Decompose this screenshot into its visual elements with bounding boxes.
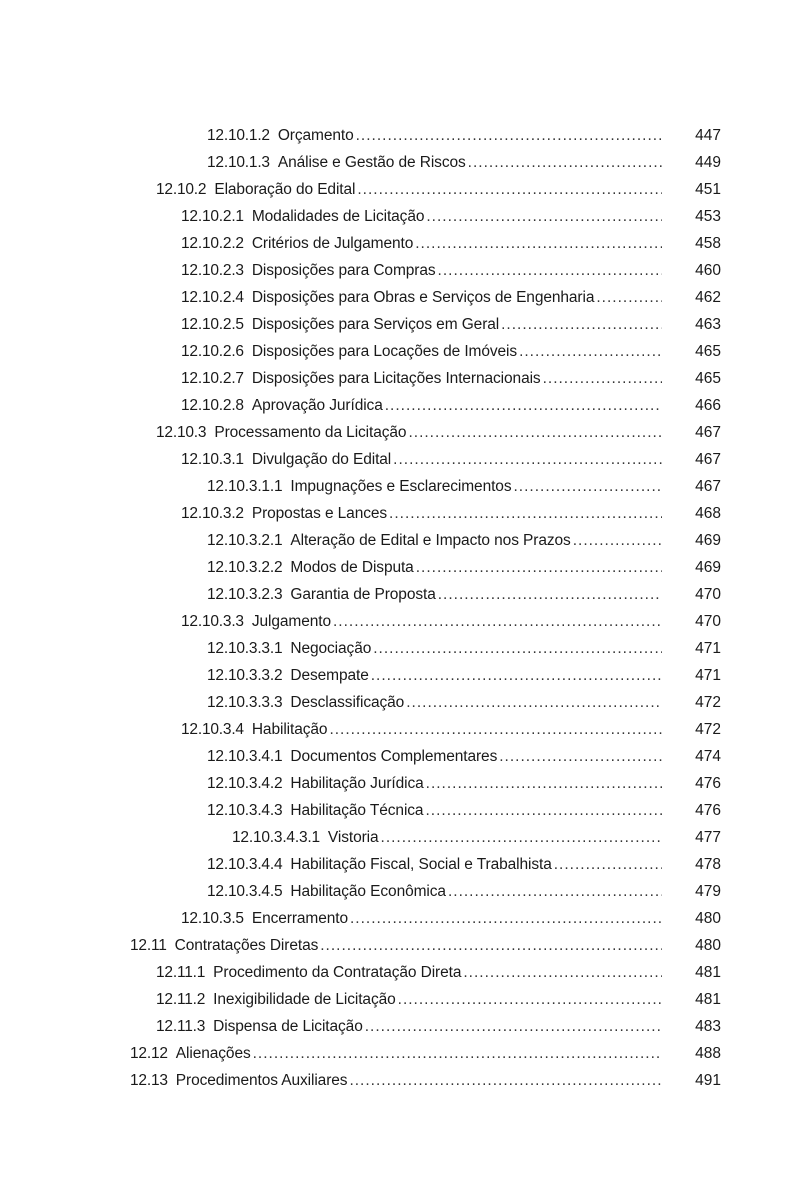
toc-entry[interactable] bbox=[0, 446, 800, 473]
toc-entry[interactable] bbox=[0, 473, 800, 500]
section-title: Habilitação Econômica bbox=[290, 883, 446, 900]
page-number: 447 bbox=[695, 127, 721, 144]
dot-leader bbox=[398, 986, 662, 1013]
section-number: 12.10.2.4 bbox=[181, 289, 244, 306]
section-number: 12.10.3.4.4 bbox=[207, 856, 283, 873]
section-title: Dispensa de Licitação bbox=[213, 1018, 363, 1035]
dot-leader bbox=[463, 959, 662, 986]
dot-leader bbox=[468, 149, 662, 176]
page-number: 488 bbox=[695, 1045, 721, 1062]
toc-entry[interactable] bbox=[0, 230, 800, 257]
section-title: Processamento da Licitação bbox=[214, 424, 407, 441]
page-number: 462 bbox=[695, 289, 721, 306]
section-number: 12.10.3.2.1 bbox=[207, 532, 283, 549]
section-title: Desempate bbox=[290, 667, 369, 684]
section-number: 12.11.1 bbox=[156, 964, 206, 981]
dot-leader bbox=[499, 743, 662, 770]
dot-leader bbox=[329, 716, 662, 743]
section-number: 12.10.3.3.1 bbox=[207, 640, 283, 657]
toc-entry[interactable] bbox=[0, 581, 800, 608]
dot-leader bbox=[513, 473, 662, 500]
page-number: 477 bbox=[695, 829, 721, 846]
toc-entry[interactable] bbox=[0, 257, 800, 284]
section-number: 12.10.3.1 bbox=[181, 451, 244, 468]
dot-leader bbox=[448, 878, 662, 905]
section-title: Habilitação bbox=[251, 721, 328, 738]
toc-entry[interactable] bbox=[0, 797, 800, 824]
dot-leader bbox=[426, 770, 662, 797]
section-title: Habilitação Jurídica bbox=[290, 775, 424, 792]
toc-entry[interactable] bbox=[0, 608, 800, 635]
page-number: 469 bbox=[695, 559, 721, 576]
section-title: Análise e Gestão de Riscos bbox=[277, 154, 466, 171]
section-title: Vistoria bbox=[327, 829, 379, 846]
section-number: 12.10.2.6 bbox=[181, 343, 244, 360]
section-title: Garantia de Proposta bbox=[290, 586, 436, 603]
page-number: 468 bbox=[695, 505, 721, 522]
section-title: Modos de Disputa bbox=[290, 559, 414, 576]
toc-entry[interactable] bbox=[0, 554, 800, 581]
section-number: 12.10.3.4.3.1 bbox=[232, 829, 320, 846]
page-number: 471 bbox=[695, 667, 721, 684]
section-number: 12.10.3.4.3 bbox=[207, 802, 283, 819]
dot-leader bbox=[501, 311, 662, 338]
page-number: 467 bbox=[695, 478, 721, 495]
toc-entry[interactable] bbox=[0, 662, 800, 689]
table-of-contents bbox=[0, 122, 800, 1094]
page-number: 453 bbox=[695, 208, 721, 225]
dot-leader bbox=[389, 500, 662, 527]
dot-leader bbox=[393, 446, 662, 473]
section-title: Julgamento bbox=[251, 613, 331, 630]
toc-entry[interactable] bbox=[0, 122, 800, 149]
section-title: Encerramento bbox=[251, 910, 348, 927]
toc-entry[interactable] bbox=[0, 527, 800, 554]
toc-entry[interactable] bbox=[0, 284, 800, 311]
toc-entry[interactable] bbox=[0, 689, 800, 716]
dot-leader bbox=[371, 662, 662, 689]
page-number: 460 bbox=[695, 262, 721, 279]
section-title: Divulgação do Edital bbox=[251, 451, 392, 468]
section-number: 12.10.3.2 bbox=[181, 505, 244, 522]
toc-entry[interactable] bbox=[0, 878, 800, 905]
toc-entry[interactable] bbox=[0, 1067, 800, 1094]
page-number: 471 bbox=[695, 640, 721, 657]
section-number: 12.10.2.5 bbox=[181, 316, 244, 333]
dot-leader bbox=[373, 635, 662, 662]
page-number: 466 bbox=[695, 397, 721, 414]
dot-leader bbox=[408, 419, 662, 446]
dot-leader bbox=[349, 1067, 662, 1094]
dot-leader bbox=[385, 392, 662, 419]
dot-leader bbox=[554, 851, 662, 878]
toc-entry[interactable] bbox=[0, 338, 800, 365]
section-title: Contratações Diretas bbox=[174, 937, 319, 954]
section-title: Alienações bbox=[175, 1045, 251, 1062]
page-number: 469 bbox=[695, 532, 721, 549]
section-title: Documentos Complementares bbox=[290, 748, 498, 765]
toc-entry[interactable] bbox=[0, 851, 800, 878]
dot-leader bbox=[519, 338, 662, 365]
section-number: 12.10.2 bbox=[156, 181, 207, 198]
page-number: 472 bbox=[695, 721, 721, 738]
toc-entry[interactable] bbox=[0, 743, 800, 770]
dot-leader bbox=[426, 203, 662, 230]
page-number: 478 bbox=[695, 856, 721, 873]
section-number: 12.10.3.2.3 bbox=[207, 586, 283, 603]
section-title: Negociação bbox=[290, 640, 372, 657]
toc-entry[interactable] bbox=[0, 500, 800, 527]
toc-entry[interactable] bbox=[0, 419, 800, 446]
section-number: 12.10.3.4.1 bbox=[207, 748, 283, 765]
section-number: 12.12 bbox=[130, 1045, 168, 1062]
page-number: 465 bbox=[695, 370, 721, 387]
toc-entry[interactable] bbox=[0, 149, 800, 176]
toc-entry[interactable] bbox=[0, 932, 800, 959]
page-number: 451 bbox=[695, 181, 721, 198]
dot-leader bbox=[416, 554, 662, 581]
section-title: Disposições para Compras bbox=[251, 262, 436, 279]
page-number: 470 bbox=[695, 613, 721, 630]
section-number: 12.11 bbox=[130, 937, 167, 954]
dot-leader bbox=[415, 230, 662, 257]
toc-entry[interactable] bbox=[0, 770, 800, 797]
toc-entry[interactable] bbox=[0, 365, 800, 392]
section-number: 12.10.3.4 bbox=[181, 721, 244, 738]
section-title: Disposições para Locações de Imóveis bbox=[251, 343, 518, 360]
section-number: 12.10.2.7 bbox=[181, 370, 244, 387]
dot-leader bbox=[320, 932, 662, 959]
section-title: Aprovação Jurídica bbox=[251, 397, 383, 414]
page-number: 476 bbox=[695, 775, 721, 792]
page-number: 480 bbox=[695, 910, 721, 927]
dot-leader bbox=[356, 122, 662, 149]
section-title: Critérios de Julgamento bbox=[251, 235, 414, 252]
section-title: Disposições para Serviços em Geral bbox=[251, 316, 500, 333]
toc-entry[interactable] bbox=[0, 635, 800, 662]
dot-leader bbox=[543, 365, 662, 392]
section-number: 12.13 bbox=[130, 1072, 168, 1089]
page-number: 470 bbox=[695, 586, 721, 603]
page-number: 467 bbox=[695, 451, 721, 468]
page-number: 481 bbox=[695, 964, 721, 981]
dot-leader bbox=[438, 257, 662, 284]
section-number: 12.10.3.3 bbox=[181, 613, 244, 630]
section-number: 12.10.3.2.2 bbox=[207, 559, 283, 576]
section-title: Desclassificação bbox=[290, 694, 405, 711]
page-number: 463 bbox=[695, 316, 721, 333]
page-number: 491 bbox=[695, 1072, 721, 1089]
section-title: Procedimentos Auxiliares bbox=[175, 1072, 348, 1089]
section-number: 12.10.3.3.3 bbox=[207, 694, 283, 711]
section-number: 12.10.3 bbox=[156, 424, 207, 441]
section-title: Propostas e Lances bbox=[251, 505, 388, 522]
dot-leader bbox=[333, 608, 662, 635]
toc-entry[interactable] bbox=[0, 716, 800, 743]
page-number: 481 bbox=[695, 991, 721, 1008]
section-title: Disposições para Licitações Internacionais bbox=[251, 370, 541, 387]
page-number: 476 bbox=[695, 802, 721, 819]
toc-entry[interactable] bbox=[0, 392, 800, 419]
section-number: 12.11.3 bbox=[156, 1018, 206, 1035]
toc-entry[interactable] bbox=[0, 176, 800, 203]
section-title: Inexigibilidade de Licitação bbox=[213, 991, 396, 1008]
section-title: Alteração de Edital e Impacto nos Prazos bbox=[290, 532, 571, 549]
section-title: Impugnações e Esclarecimentos bbox=[290, 478, 512, 495]
section-number: 12.10.1.3 bbox=[207, 154, 270, 171]
toc-entry[interactable] bbox=[0, 1040, 800, 1067]
page-number: 474 bbox=[695, 748, 721, 765]
toc-entry[interactable] bbox=[0, 1013, 800, 1040]
page-number: 483 bbox=[695, 1018, 721, 1035]
dot-leader bbox=[438, 581, 662, 608]
section-title: Orçamento bbox=[277, 127, 354, 144]
dot-leader bbox=[573, 527, 662, 554]
section-number: 12.10.3.1.1 bbox=[207, 478, 283, 495]
section-number: 12.10.2.8 bbox=[181, 397, 244, 414]
section-number: 12.10.2.3 bbox=[181, 262, 244, 279]
section-number: 12.11.2 bbox=[156, 991, 206, 1008]
page-number: 449 bbox=[695, 154, 721, 171]
section-number: 12.10.1.2 bbox=[207, 127, 270, 144]
toc-entry[interactable] bbox=[0, 311, 800, 338]
toc-entry[interactable] bbox=[0, 959, 800, 986]
dot-leader bbox=[381, 824, 662, 851]
section-number: 12.10.3.5 bbox=[181, 910, 244, 927]
dot-leader bbox=[253, 1040, 662, 1067]
page-number: 467 bbox=[695, 424, 721, 441]
page-number: 465 bbox=[695, 343, 721, 360]
page-number: 480 bbox=[695, 937, 721, 954]
dot-leader bbox=[596, 284, 662, 311]
section-number: 12.10.3.4.5 bbox=[207, 883, 283, 900]
section-number: 12.10.2.1 bbox=[181, 208, 244, 225]
section-number: 12.10.3.4.2 bbox=[207, 775, 283, 792]
dot-leader bbox=[350, 905, 662, 932]
section-title: Disposições para Obras e Serviços de Engenharia bbox=[251, 289, 595, 306]
page-number: 458 bbox=[695, 235, 721, 252]
dot-leader bbox=[365, 1013, 662, 1040]
section-number: 12.10.3.3.2 bbox=[207, 667, 283, 684]
dot-leader bbox=[406, 689, 662, 716]
section-title: Procedimento da Contratação Direta bbox=[213, 964, 462, 981]
section-title: Habilitação Fiscal, Social e Trabalhista bbox=[290, 856, 552, 873]
page-number: 472 bbox=[695, 694, 721, 711]
section-title: Habilitação Técnica bbox=[290, 802, 424, 819]
section-title: Modalidades de Licitação bbox=[251, 208, 425, 225]
dot-leader bbox=[357, 176, 662, 203]
section-title: Elaboração do Edital bbox=[214, 181, 356, 198]
dot-leader bbox=[425, 797, 662, 824]
toc-entry[interactable] bbox=[0, 905, 800, 932]
toc-entry[interactable] bbox=[0, 986, 800, 1013]
toc-entry[interactable] bbox=[0, 203, 800, 230]
toc-entry[interactable] bbox=[0, 824, 800, 851]
section-number: 12.10.2.2 bbox=[181, 235, 244, 252]
page-number: 479 bbox=[695, 883, 721, 900]
